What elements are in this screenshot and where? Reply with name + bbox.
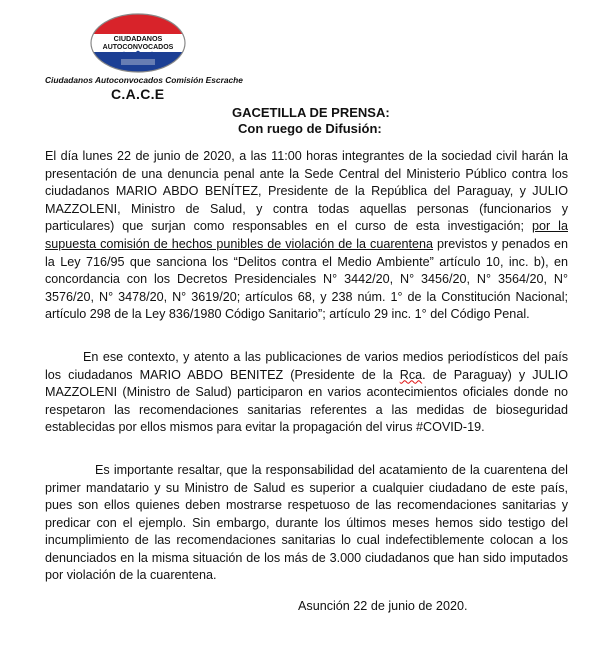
paragraph-1	[45, 148, 568, 324]
paragraph-3: Es importante resaltar, que la responsabilidad del acatamiento de la cuarentena del primer mandatario y su Ministro de Salud es superior a cualquier ciudadano de este país, pues son ellos quienes deben mostrarse respetuoso de las recomendaciones sanitarias y predicar con el ejemplo. Sin embargo, durante los últimos meses hemos sido testigo del incumplimiento de las recomendaciones sanitarias lo cual indefectiblemente colocan a los denunciados en la misma situación de los más de 3.000 ciudadanos que han sido imputados por violación de la cuarentena.	[45, 462, 568, 583]
organization-acronym: C.A.C.E	[111, 86, 165, 102]
organization-tagline: Ciudadanos Autoconvocados Comisión Escrache	[45, 75, 243, 85]
logo-text-line1: CIUDADANOS	[113, 34, 163, 43]
document-subheading: Con ruego de Difusión:	[238, 121, 382, 136]
paragraph-2	[45, 349, 568, 437]
paragraph-1-underlined: por la supuesta comisión de hechos punibles de violación de la cuarentena	[45, 219, 568, 251]
logo-text-line2: AUTOCONVOCADOS	[102, 44, 174, 51]
paragraph-1-part-a: El día lunes 22 de junio de 2020, a las 11:00 horas integrantes de la sociedad civil harán la presentación de una denuncia penal ante la Sede Central del Ministerio Público contra los ciudadanos MARIO ABDO BENÍTEZ, Presidente de la República del Paraguay, y JULIO MAZZOLENI, Ministro de Salud, y contra todas aquellas personas (funcionarios y particulares) que surjan como responsables en el curso de esta investigación;	[45, 149, 568, 234]
document-heading: GACETILLA DE PRENSA:	[232, 105, 390, 120]
cace-logo	[88, 12, 188, 74]
press-release-body	[45, 148, 568, 585]
paragraph-2-spellcheck-word: Rca	[399, 367, 423, 382]
closing-date-line: Asunción 22 de junio de 2020.	[298, 599, 468, 613]
paragraph-2-part-b: . de Paraguay) y JULIO MAZZOLENI (Ministro de Salud) participaron en varios acontecimientos oficiales donde no respetaron las recomendaciones sanitarias referentes a las medidas de bioseguridad establecidas por ellos mismos para evitar la propagación del virus #COVID-19.	[45, 367, 568, 435]
paragraph-2-part-a: En ese contexto, y atento a las publicaciones de varios medios periodísticos del país los ciudadanos MARIO ABDO BENITEZ (Presidente de la	[45, 349, 568, 382]
paragraph-1-part-b: previstos y penados en la Ley 716/95 que sanciona los “Delitos contra el Medio Ambiente” artículo 10, inc. b), en concordancia con los Decretos Presidenciales N° 3442/20, N° 3456/20, N° 3564/20, N° 3576/20, N° 3478/20, N° 3619/20; artículos 68, y 238 núm. 1° de la Constitución Nacional; artículo 298 de la Ley 836/1980 Código Sanitario”; artículo 29 inc. 1° del Código Penal.	[45, 236, 569, 322]
